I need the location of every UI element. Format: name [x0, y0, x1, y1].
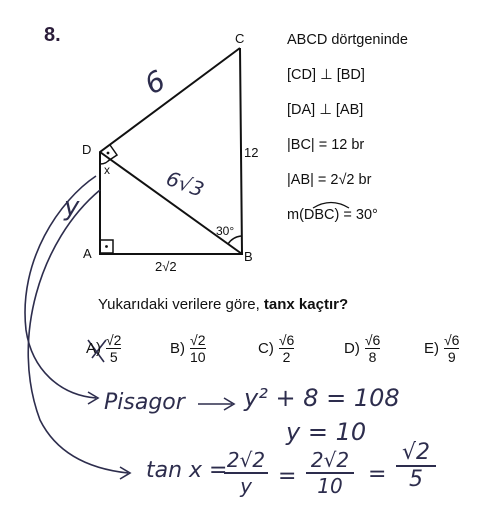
question-text: Yukarıdaki verilere göre, tanx kaçtır? [98, 296, 349, 313]
vertex-a: A [83, 246, 92, 261]
option-d-fraction: $\frac{√6}{8}$ [364, 332, 381, 365]
hand-db-label: 6√3 [163, 166, 208, 202]
given-line-5: m(DBC) = 30° [287, 207, 378, 223]
hand-equation-1: y² + 8 = 108 [244, 384, 400, 412]
side-ab-label: 2√2 [155, 259, 177, 274]
given-line-4: |AB| = 2√2 br [287, 172, 372, 188]
hand-ad-label: y [64, 192, 80, 222]
side-bc-label: 12 [244, 145, 259, 160]
arc-over-dbc [311, 199, 351, 209]
option-c-fraction: $\frac{√6}{2}$ [278, 332, 295, 365]
option-c[interactable]: C) $\frac{√6}{2}$ [258, 332, 295, 365]
angle-x-label: x [104, 163, 110, 177]
option-d[interactable]: D) $\frac{√6}{8}$ [344, 332, 381, 365]
option-a[interactable]: A) $\frac{√2}{5}$ [86, 332, 122, 365]
given-line-1: [CD] ⊥ [BD] [287, 67, 365, 83]
given-title: ABCD dörtgeninde [287, 32, 408, 48]
vertex-d: D [82, 142, 92, 157]
option-b[interactable]: B) $\frac{√2}{10}$ [170, 332, 206, 365]
question-number: 8. [44, 24, 61, 46]
hand-fraction-2: 2√2 10 [306, 448, 354, 498]
hand-fraction-1: 2√2 y [224, 448, 268, 498]
vertex-c: C [235, 31, 245, 46]
option-e[interactable]: E) $\frac{√6}{9}$ [424, 332, 460, 365]
hand-equation-2: y = 10 [286, 418, 367, 446]
option-e-fraction: $\frac{√6}{9}$ [444, 332, 460, 365]
option-b-fraction: $\frac{√2}{10}$ [190, 332, 206, 365]
given-line-3: |BC| = 12 br [287, 137, 365, 153]
question-card: 8. C D A B x 12 2√2 30° 6 6√3 y ABCD dörtgeninde [CD] ⊥ [BD] [DA] ⊥ [AB] |BC| = 12 br |AB| = 2√2 br m(DBC) = 30° Yukarıdaki verilere göre, tanx kaçtır? A) $\frac{√2}{5}$ B) $\frac{√2}{10}$ C) $\frac{√6}{2}$ D) $\frac{√6}{8}$ E) $\frac{√6}{9}$ Pisagor y² + 8 = 108 y = 10 tan x = 2√2 y = 2√2 10 = √2 5 [0, 0, 504, 525]
hand-pisagor: Pisagor [104, 390, 185, 415]
angle-b-label: 30° [216, 224, 235, 238]
given-line-2: [DA] ⊥ [AB] [287, 102, 364, 118]
hand-cd-label: 6 [138, 63, 171, 102]
option-a-fraction: $\frac{√2}{5}$ [106, 332, 122, 365]
vertex-b: B [244, 249, 253, 264]
hand-fraction-3: √2 5 [396, 440, 436, 492]
hand-tanx: tan x = [146, 458, 228, 483]
